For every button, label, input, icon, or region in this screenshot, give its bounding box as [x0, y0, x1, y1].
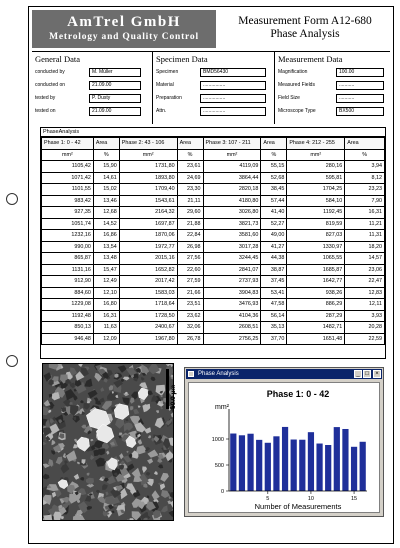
table-cell: 8,12: [345, 172, 385, 184]
table-cell: 12,11: [345, 299, 385, 311]
table-cell: 13,48: [93, 253, 119, 265]
field-value: ...........: [336, 94, 384, 103]
table-cell: 1071,42: [42, 172, 94, 184]
field-label: Specimen: [156, 69, 179, 75]
table-cell: 2608,51: [203, 322, 261, 334]
column-header: Phase 1: 0 - 42: [42, 138, 94, 150]
unit-cell: mm²: [287, 149, 345, 161]
data-sections: [32, 51, 390, 123]
table-cell: 1718,64: [119, 299, 177, 311]
table-cell: 21,11: [177, 195, 203, 207]
chart-bar: [334, 427, 340, 491]
table-cell: 1482,71: [287, 322, 345, 334]
y-tick-label: 500: [214, 463, 224, 469]
app-icon: [188, 371, 194, 377]
table-cell: 280,16: [287, 161, 345, 173]
table-cell: 2017,42: [119, 276, 177, 288]
table-cell: 37,45: [261, 276, 287, 288]
chart-bar: [273, 436, 279, 491]
table-cell: 1893,80: [119, 172, 177, 184]
maximize-icon[interactable]: □: [363, 370, 371, 378]
table-cell: 49,00: [261, 230, 287, 242]
table-cell: 1870,06: [119, 230, 177, 242]
table-cell: 22,60: [177, 264, 203, 276]
binder-hole: [6, 355, 18, 367]
table-title: PhaseAnalysis: [41, 128, 385, 137]
chart-bar: [316, 444, 322, 491]
table-row: [42, 253, 385, 265]
column-header: Phase 2: 43 - 106: [119, 138, 177, 150]
y-axis-label: mm²: [215, 404, 229, 411]
table-cell: 595,81: [287, 172, 345, 184]
minimize-icon[interactable]: _: [354, 370, 362, 378]
table-cell: 3864,44: [203, 172, 261, 184]
field-label: Material: [156, 82, 174, 88]
table-cell: 1192,48: [42, 310, 94, 322]
field-value: P. Dusty: [89, 94, 141, 103]
table-cell: 14,57: [345, 253, 385, 265]
table-cell: 946,48: [42, 333, 94, 345]
general-data-section: [32, 52, 153, 124]
table-cell: 927,35: [42, 207, 94, 219]
table-cell: 1731,80: [119, 161, 177, 173]
table-cell: 1967,80: [119, 333, 177, 345]
table-header-row: [42, 138, 385, 150]
table-cell: 56,14: [261, 310, 287, 322]
table-cell: 23,62: [177, 310, 203, 322]
table-cell: 2164,32: [119, 207, 177, 219]
table-cell: 32,06: [177, 322, 203, 334]
table-cell: 2756,25: [203, 333, 261, 345]
unit-cell: %: [93, 149, 119, 161]
field-value: 21.09.00: [89, 107, 141, 116]
table-row: [42, 172, 385, 184]
table-cell: 3581,60: [203, 230, 261, 242]
column-header: Area: [345, 138, 385, 150]
table-cell: 2841,07: [203, 264, 261, 276]
scale-bar-label: 50.0 µm: [170, 385, 177, 409]
y-tick-label: 1000: [211, 437, 224, 443]
scale-bar: [166, 369, 176, 419]
table-cell: 21,88: [177, 218, 203, 230]
table-cell: 23,30: [177, 184, 203, 196]
table-cell: 3904,83: [203, 287, 261, 299]
unit-cell: mm²: [42, 149, 94, 161]
chart-bar: [230, 434, 236, 491]
chart-bar: [256, 440, 262, 491]
column-header: Phase 4: 212 - 255: [287, 138, 345, 150]
table-cell: 15,90: [93, 161, 119, 173]
table-cell: 3476,93: [203, 299, 261, 311]
table-cell: 23,61: [177, 161, 203, 173]
phase-analysis-window[interactable]: [184, 367, 384, 517]
window-titlebar[interactable]: [186, 369, 382, 379]
form-title: [220, 15, 390, 41]
field-value: ................: [200, 107, 266, 116]
specimen-data-section: [153, 52, 275, 124]
table-cell: 44,38: [261, 253, 287, 265]
table-cell: 22,59: [345, 333, 385, 345]
field-value: ................: [200, 81, 266, 90]
table-cell: 1709,40: [119, 184, 177, 196]
table-row: [42, 218, 385, 230]
table-cell: 3017,28: [203, 241, 261, 253]
table-cell: 938,26: [287, 287, 345, 299]
table-cell: 16,31: [93, 310, 119, 322]
table-cell: 886,29: [287, 299, 345, 311]
table-cell: 16,86: [93, 230, 119, 242]
column-header: Area: [93, 138, 119, 150]
unit-cell: mm²: [203, 149, 261, 161]
table-cell: 3821,73: [203, 218, 261, 230]
micrograph-svg: [43, 364, 174, 521]
x-axis-label: Number of Measurements: [254, 502, 342, 511]
chart-bar: [282, 427, 288, 491]
table-cell: 1065,55: [287, 253, 345, 265]
table-cell: 12,68: [93, 207, 119, 219]
table-cell: 21,66: [177, 287, 203, 299]
company-tagline: Metrology and Quality Control: [49, 32, 199, 42]
table-cell: 3026,80: [203, 207, 261, 219]
form-subtitle: Phase Analysis: [270, 28, 340, 40]
chart-area: [188, 382, 380, 513]
field-label: Preparation: [156, 95, 182, 101]
table-cell: 47,58: [261, 299, 287, 311]
measurement-data-section: [275, 52, 390, 124]
table-cell: 12,09: [93, 333, 119, 345]
field-label: Microscope Type: [278, 108, 316, 114]
table-cell: 12,83: [345, 287, 385, 299]
table-cell: 52,68: [261, 172, 287, 184]
table-cell: 22,47: [345, 276, 385, 288]
table-cell: 1192,45: [287, 207, 345, 219]
table-cell: 7,90: [345, 195, 385, 207]
table-cell: 12,10: [93, 287, 119, 299]
chart-bar: [239, 435, 245, 491]
table-cell: 1543,61: [119, 195, 177, 207]
table-row: [42, 161, 385, 173]
table-cell: 38,45: [261, 184, 287, 196]
table-row: [42, 333, 385, 345]
table-row: [42, 207, 385, 219]
table-cell: 16,31: [345, 207, 385, 219]
table-cell: 11,21: [345, 218, 385, 230]
table-cell: 15,02: [93, 184, 119, 196]
table-cell: 3,93: [345, 310, 385, 322]
table-cell: 1728,50: [119, 310, 177, 322]
company-logo: [32, 10, 216, 48]
table-row: [42, 264, 385, 276]
table-cell: 29,60: [177, 207, 203, 219]
table-row: [42, 287, 385, 299]
table-cell: 865,87: [42, 253, 94, 265]
phase-analysis-table: [41, 137, 385, 345]
x-tick-label: 10: [307, 496, 314, 502]
field-label: Measured Fields: [278, 82, 315, 88]
table-cell: 41,40: [261, 207, 287, 219]
chart-bar: [299, 440, 305, 491]
table-cell: 1229,08: [42, 299, 94, 311]
section-title: Specimen Data: [156, 54, 208, 64]
chart-bar: [291, 440, 297, 491]
table-cell: 52,27: [261, 218, 287, 230]
table-cell: 16,80: [93, 299, 119, 311]
table-cell: 983,42: [42, 195, 94, 207]
field-value: 100.00: [336, 68, 384, 77]
table-cell: 1051,74: [42, 218, 94, 230]
field-label: Field Size: [278, 95, 300, 101]
chart-bar: [247, 434, 253, 491]
table-cell: 38,87: [261, 264, 287, 276]
field-value: BX500: [336, 107, 384, 116]
column-header: Area: [261, 138, 287, 150]
chart-bar: [351, 447, 357, 491]
table-cell: 1101,55: [42, 184, 94, 196]
company-name: AmTrel GmbH: [67, 14, 181, 30]
table-cell: 26,98: [177, 241, 203, 253]
table-cell: 35,13: [261, 322, 287, 334]
table-cell: 3244,45: [203, 253, 261, 265]
table-cell: 22,84: [177, 230, 203, 242]
unit-cell: %: [177, 149, 203, 161]
table-cell: 1232,16: [42, 230, 94, 242]
table-cell: 23,06: [345, 264, 385, 276]
table-cell: 15,47: [93, 264, 119, 276]
form-title-line: Measurement Form A12-680: [238, 15, 372, 27]
table-cell: 4119,09: [203, 161, 261, 173]
unit-cell: %: [261, 149, 287, 161]
table-cell: 1652,82: [119, 264, 177, 276]
table-cell: 53,41: [261, 287, 287, 299]
table-cell: 2820,18: [203, 184, 261, 196]
table-cell: 2015,16: [119, 253, 177, 265]
table-cell: 912,90: [42, 276, 94, 288]
table-cell: 1105,42: [42, 161, 94, 173]
field-label: Magnification: [278, 69, 308, 75]
table-cell: 827,03: [287, 230, 345, 242]
scale-bar-line: [166, 369, 169, 409]
table-cell: 13,46: [93, 195, 119, 207]
table-cell: 12,49: [93, 276, 119, 288]
field-label: Attn.: [156, 108, 167, 114]
field-value: ...........: [336, 81, 384, 90]
table-cell: 57,44: [261, 195, 287, 207]
form-header: [32, 10, 390, 48]
table-cell: 27,59: [177, 276, 203, 288]
section-title: General Data: [35, 54, 81, 64]
table-cell: 41,27: [261, 241, 287, 253]
table-cell: 4180,80: [203, 195, 261, 207]
field-value: ................: [200, 94, 266, 103]
table-row: [42, 276, 385, 288]
field-label: tested by: [35, 95, 56, 101]
table-row: [42, 299, 385, 311]
window-title: Phase Analysis: [198, 371, 239, 377]
table-cell: 1697,87: [119, 218, 177, 230]
chart-bar: [308, 432, 314, 491]
table-cell: 1651,48: [287, 333, 345, 345]
table-cell: 23,23: [345, 184, 385, 196]
close-icon[interactable]: ×: [373, 370, 381, 378]
x-tick-label: 5: [266, 496, 270, 502]
table-cell: 14,61: [93, 172, 119, 184]
table-row: [42, 195, 385, 207]
phase-analysis-table-panel: [40, 127, 386, 359]
table-row: [42, 310, 385, 322]
x-tick-label: 15: [351, 496, 358, 502]
column-header: Area: [177, 138, 203, 150]
table-cell: 1330,97: [287, 241, 345, 253]
table-row: [42, 241, 385, 253]
table-cell: 1685,87: [287, 264, 345, 276]
field-value: M. Müller: [89, 68, 141, 77]
chart-bar: [265, 443, 271, 491]
table-cell: 27,56: [177, 253, 203, 265]
table-cell: 1131,16: [42, 264, 94, 276]
micrograph-image: [42, 363, 174, 521]
table-units-row: [42, 149, 385, 161]
table-cell: 2737,93: [203, 276, 261, 288]
section-title: Measurement Data: [278, 54, 343, 64]
table-cell: 24,69: [177, 172, 203, 184]
phase-bar-chart: [189, 383, 381, 514]
chart-bar: [360, 442, 366, 491]
table-cell: 850,13: [42, 322, 94, 334]
table-cell: 37,70: [261, 333, 287, 345]
field-label: conducted on: [35, 82, 66, 88]
table-cell: 1704,25: [287, 184, 345, 196]
table-cell: 55,15: [261, 161, 287, 173]
field-value: 21.09.00: [89, 81, 141, 90]
table-cell: 819,59: [287, 218, 345, 230]
binder-hole: [6, 193, 18, 205]
field-label: conducted by: [35, 69, 65, 75]
table-cell: 1642,77: [287, 276, 345, 288]
unit-cell: mm²: [119, 149, 177, 161]
table-cell: 11,31: [345, 230, 385, 242]
table-cell: 4104,36: [203, 310, 261, 322]
chart-bar: [342, 429, 348, 491]
table-cell: 1972,77: [119, 241, 177, 253]
table-row: [42, 184, 385, 196]
table-cell: 26,78: [177, 333, 203, 345]
table-cell: 287,29: [287, 310, 345, 322]
table-cell: 23,51: [177, 299, 203, 311]
column-header: Phase 3: 107 - 211: [203, 138, 261, 150]
measurement-form: [28, 6, 394, 544]
field-label: tested on: [35, 108, 56, 114]
chart-bar: [325, 445, 331, 491]
table-cell: 20,28: [345, 322, 385, 334]
table-cell: 584,10: [287, 195, 345, 207]
table-cell: 13,54: [93, 241, 119, 253]
table-cell: 990,00: [42, 241, 94, 253]
table-row: [42, 322, 385, 334]
field-value: BMD56430: [200, 68, 266, 77]
unit-cell: %: [345, 149, 385, 161]
chart-title: Phase 1: 0 - 42: [266, 389, 330, 399]
y-tick-label: 0: [220, 489, 224, 495]
table-cell: 3,94: [345, 161, 385, 173]
table-cell: 18,20: [345, 241, 385, 253]
table-cell: 884,60: [42, 287, 94, 299]
table-cell: 2400,67: [119, 322, 177, 334]
table-row: [42, 230, 385, 242]
table-cell: 1583,03: [119, 287, 177, 299]
table-cell: 11,63: [93, 322, 119, 334]
table-cell: 14,52: [93, 218, 119, 230]
